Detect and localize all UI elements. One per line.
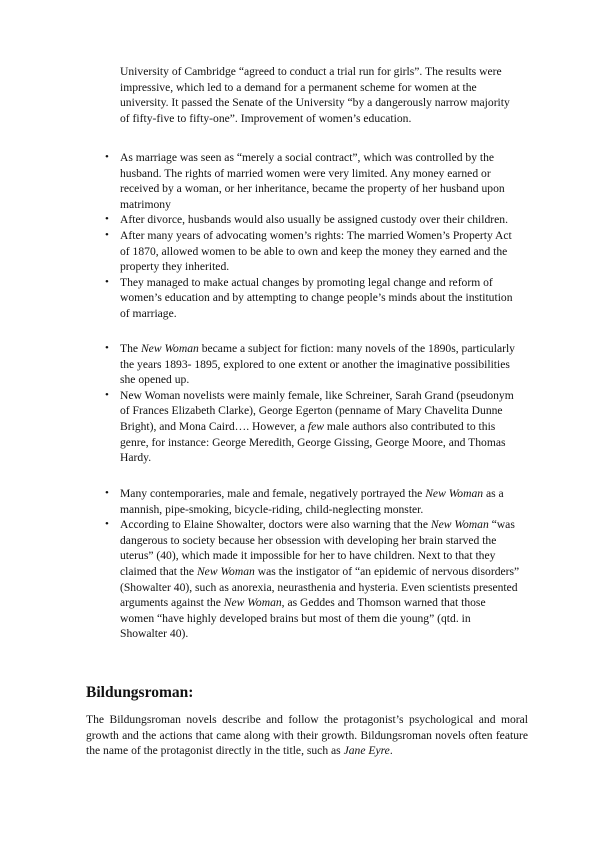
- bullet-new-woman-novelists: [120, 388, 520, 466]
- italic-run: New Woman: [430, 518, 489, 532]
- italic-run: few: [307, 419, 324, 433]
- text-run: was the instigator of “an epidemic of nervous disorders” (Showalter 40), such as anorexia, neurasthenia and hysteria. Even scientists presented arguments against the: [120, 564, 520, 610]
- text-run: .: [389, 744, 393, 758]
- bullet-property-act: • After many years of advocating women’s rights: The married Women’s Property Act of 1870, allowed women to be able to own and keep the money they earned and the property they inherited.: [120, 228, 520, 275]
- italic-run: Jane Eyre: [343, 744, 390, 758]
- text-run: as a mannish, pipe-smoking, bicycle-riding, child-neglecting monster.: [120, 487, 504, 516]
- bullet-new-woman-fiction: [120, 341, 520, 388]
- text-run: Many contemporaries, male and female, negatively portrayed the: [120, 487, 426, 500]
- text-run: “was dangerous to society because her obsession with developing her brain starved the uterus” (40), which made it impossible for her to have children. Next to that they claimed that the: [120, 518, 515, 578]
- bildungsroman-paragraph: [86, 712, 528, 759]
- bullet-actual-changes: • They managed to make actual changes by promoting legal change and reform of women’s education and by attempting to change people’s minds about the institution of marriage.: [120, 275, 520, 322]
- bullet-list-portrayal: [120, 486, 520, 642]
- text-run: became a subject for fiction: many novels of the 1890s, particularly the years 1893- 1895, explored to one extent or another the imaginative possibilities she opened up.: [120, 342, 515, 387]
- bullet-divorce-custody: • After divorce, husbands would also usually be assigned custody over their children.: [120, 212, 520, 228]
- italic-run: New Woman: [196, 564, 255, 578]
- bullet-list-marriage: [120, 150, 520, 322]
- continuation-paragraph: University of Cambridge “agreed to conduct a trial run for girls”. The results were impressive, which led to a demand for a permanent scheme for women at the university. It passed the Senate of the University “by a dangerously narrow majority of fifty-five to fifty-one”. Improvement of women’s education.: [120, 65, 510, 125]
- text-run: New Woman novelists were mainly female, like Schreiner, Sarah Grand (pseudonym of Frances Elizabeth Clarke), George Egerton (penname of Mary Chavelita Dunne Bright), and Mona Caird…. However, a: [120, 388, 514, 433]
- text-run: The: [120, 342, 141, 355]
- bullet-marriage-contract: • As marriage was seen as “merely a social contract”, which was controlled by the husband. The rights of married women were very limited. Any money earned or received by a woman, or her inheritance, became the property of her husband upon matrimony: [120, 150, 520, 212]
- text-run: male authors also contributed to this genre, for instance: George Meredith, George Gissing, George Moore, and Thomas Hardy.: [120, 419, 506, 465]
- bullet-negative-portrayal: [120, 486, 520, 517]
- italic-run: New Woman: [425, 487, 484, 500]
- bullet-showalter: [120, 517, 520, 642]
- text-run: , as Geddes and Thomson warned that those women “have highly developed brains but most of them die young” (qtd. in Showalter 40).: [120, 596, 486, 641]
- text-run: According to Elaine Showalter, doctors were also warning that the: [120, 518, 431, 532]
- italic-run: New Woman: [140, 342, 199, 355]
- section-heading-bildungsroman: Bildungsroman:: [86, 684, 194, 701]
- italic-run: New Woman: [223, 596, 282, 610]
- text-run: The Bildungsroman novels describe and follow the protagonist’s psychological and moral growth and the actions that came along with their growth. Bildungsroman novels often feature the name of the protagonist directly in the title, such as: [86, 713, 528, 758]
- bullet-list-fiction: [120, 341, 520, 466]
